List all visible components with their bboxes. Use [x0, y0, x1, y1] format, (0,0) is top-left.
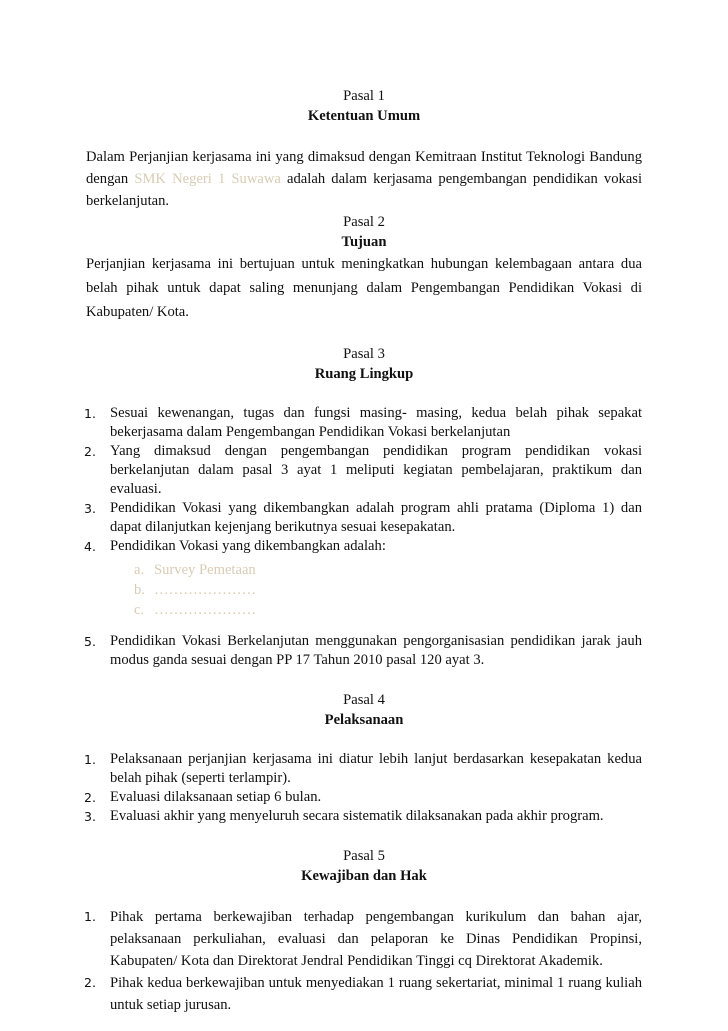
pasal-2-number: Pasal 2	[343, 214, 385, 230]
list-marker: 4.	[84, 539, 96, 554]
list-item-text: Sesuai kewenangan, tugas dan fungsi masing- masing, kedua belah pihak sepakat bekerjasama dalam Pengembangan Pendidikan Vokasi berkelanjutan	[110, 405, 642, 440]
list-item	[86, 906, 642, 972]
sublist-item-text: …………………	[154, 602, 257, 618]
document-page	[86, 86, 642, 1016]
pasal-1-text	[86, 146, 642, 212]
list-marker: 3.	[84, 501, 96, 516]
list-item	[86, 404, 642, 442]
list-marker: 2.	[84, 975, 96, 990]
list-item	[86, 788, 642, 807]
list-item	[86, 972, 642, 1016]
list-marker: 1.	[84, 909, 96, 924]
pasal-4-list	[86, 750, 642, 826]
list-item-text: Evaluasi dilaksanaan setiap 6 bulan.	[110, 789, 322, 805]
list-marker: 2.	[84, 444, 96, 459]
list-item-text: Evaluasi akhir yang menyeluruh secara sistematik dilaksanakan pada akhir program.	[110, 808, 604, 824]
list-item-text: Pendidikan Vokasi Berkelanjutan menggunakan pengorganisasian pendidikan jarak jauh modus ganda sesuai dengan PP 17 Tahun 2010 pasal 120 ayat 3.	[110, 633, 642, 668]
pasal-1-text-before: Dalam Perjanjian kerjasama ini yang dimaksud dengan Kemitraan Institut Teknologi Bandung dengan	[86, 149, 642, 187]
pasal-2-title: Tujuan	[341, 234, 387, 250]
list-item	[86, 807, 642, 826]
list-marker: 5.	[84, 634, 96, 649]
list-item-text: Pihak kedua berkewajiban untuk menyediakan 1 ruang sekertariat, minimal 1 ruang kuliah untuk setiap jurusan.	[110, 975, 642, 1013]
list-item-text: Pendidikan Vokasi yang dikembangkan adalah:	[110, 538, 386, 554]
list-marker: 1.	[84, 406, 96, 421]
pasal-3-number: Pasal 3	[343, 346, 385, 362]
pasal-4-title: Pelaksanaan	[324, 712, 404, 728]
school-name-highlight: SMK Negeri 1 Suwawa	[134, 171, 281, 187]
pasal-5-list	[86, 906, 642, 1016]
pasal-3-title: Ruang Lingkup	[314, 366, 414, 382]
sublist-item	[110, 580, 642, 600]
pasal-1-number: Pasal 1	[343, 88, 385, 104]
list-item	[86, 499, 642, 537]
pasal-5-number: Pasal 5	[343, 848, 385, 864]
sublist-item	[110, 600, 642, 620]
list-item-text: Yang dimaksud dengan pengembangan pendidikan program pendidikan vokasi berkelanjutan dalam pasal 3 ayat 1 meliputi kegiatan pembelajaran, praktikum dan evaluasi.	[110, 443, 642, 497]
sublist-marker: c.	[134, 602, 145, 618]
sublist-item	[110, 560, 642, 580]
list-marker: 2.	[84, 790, 96, 805]
list-marker: 3.	[84, 809, 96, 824]
sublist-item-text: Survey Pemetaan	[154, 562, 256, 578]
pasal-4-number: Pasal 4	[343, 692, 385, 708]
list-item	[86, 537, 642, 632]
list-item	[86, 750, 642, 788]
sublist-marker: b.	[134, 582, 145, 598]
pasal-1-text-after: adalah dalam kerjasama pengembangan pendidikan vokasi berkelanjutan.	[86, 171, 642, 209]
pasal-2-text: Perjanjian kerjasama ini bertujuan untuk meningkatkan hubungan kelembagaan antara dua belah pihak untuk dapat saling menunjang dalam Pengembangan Pendidikan Vokasi di Kabupaten/ Kota.	[86, 256, 642, 320]
list-item	[86, 632, 642, 670]
pasal-3-sublist	[110, 560, 642, 620]
list-item-text: Pihak pertama berkewajiban terhadap pengembangan kurikulum dan bahan ajar, pelaksanaan perkuliahan, evaluasi dan pelaporan ke Dinas Pendidikan Propinsi, Kabupaten/ Kota dan Direktorat Jendral Pendidikan Tinggi cq Direktorat Akademik.	[110, 909, 642, 969]
sublist-marker: a.	[134, 562, 145, 578]
list-item	[86, 442, 642, 499]
list-item-text: Pendidikan Vokasi yang dikembangkan adalah program ahli pratama (Diploma 1) dan dapat dilanjutkan kejenjang berikutnya sesuai kesepakatan.	[110, 500, 642, 535]
pasal-5-title: Kewajiban dan Hak	[301, 868, 427, 884]
list-marker: 1.	[84, 752, 96, 767]
pasal-3-list	[86, 404, 642, 670]
pasal-1-title: Ketentuan Umum	[307, 108, 421, 124]
list-item-text: Pelaksanaan perjanjian kerjasama ini diatur lebih lanjut berdasarkan kesepakatan kedua belah pihak (seperti terlampir).	[110, 751, 642, 786]
sublist-item-text: …………………	[154, 582, 257, 598]
